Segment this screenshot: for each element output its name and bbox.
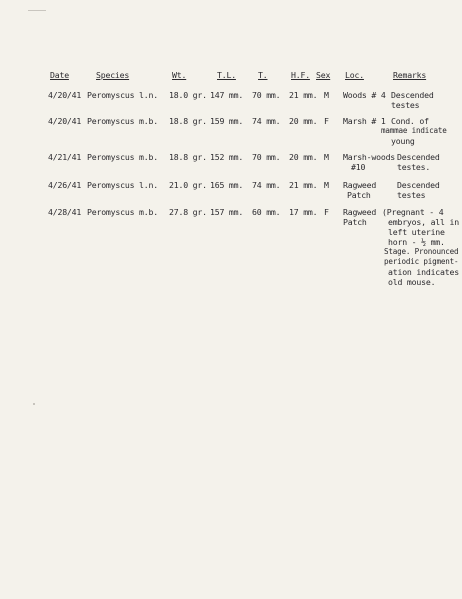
row-3-sex: M — [324, 152, 329, 162]
header-loc: Loc. — [345, 70, 364, 80]
row-5-remarks-1: (Pregnant - 4 — [382, 207, 444, 217]
row-2-hf: 20 mm. — [289, 116, 318, 126]
row-5-loc-2: Patch — [343, 217, 367, 227]
row-3-t: 70 mm. — [252, 152, 281, 162]
header-tl: T.L. — [217, 70, 236, 80]
row-2-tl: 159 mm. — [210, 116, 244, 126]
row-5-sex: F — [324, 207, 329, 217]
row-5-remarks-4: horn - ½ mm. — [388, 237, 445, 247]
row-2-remarks-2: mammae indicate — [381, 126, 447, 135]
row-3-wt: 18.8 gr. — [169, 152, 207, 162]
row-1-sex: M — [324, 90, 329, 100]
row-1-species: Peromyscus l.n. — [87, 90, 158, 100]
row-5-remarks-5: Stage. Pronounced — [384, 247, 459, 256]
row-2-wt: 18.8 gr. — [169, 116, 207, 126]
row-1-remarks-2: testes — [391, 100, 420, 110]
row-5-wt: 27.8 gr. — [169, 207, 207, 217]
header-date: Date — [50, 70, 69, 80]
row-1-hf: 21 mm. — [289, 90, 318, 100]
row-5-remarks-6: periodic pigment- — [384, 257, 459, 266]
row-1-t: 70 mm. — [252, 90, 281, 100]
row-4-species: Peromyscus l.n. — [87, 180, 158, 190]
row-1-remarks-1: Descended — [391, 90, 434, 100]
row-2-loc: Marsh # 1 — [343, 116, 386, 126]
row-4-loc-2: Patch — [347, 190, 371, 200]
row-4-remarks-1: Descended — [397, 180, 440, 190]
row-3-remarks-2: testes. — [397, 162, 431, 172]
row-2-t: 74 mm. — [252, 116, 281, 126]
row-4-loc-1: Ragweed — [343, 180, 377, 190]
row-4-sex: M — [324, 180, 329, 190]
header-wt: Wt. — [172, 70, 187, 80]
row-1-date: 4/20/41 — [48, 90, 82, 100]
row-4-wt: 21.0 gr. — [169, 180, 207, 190]
row-5-t: 60 mm. — [252, 207, 281, 217]
row-4-t: 74 mm. — [252, 180, 281, 190]
row-3-date: 4/21/41 — [48, 152, 82, 162]
row-5-tl: 157 mm. — [210, 207, 244, 217]
row-2-remarks-3: young — [391, 136, 415, 146]
row-5-remarks-8: old mouse. — [388, 277, 436, 287]
row-3-remarks-1: Descended — [397, 152, 440, 162]
row-2-remarks-1: Cond. of — [391, 116, 429, 126]
row-1-loc: Woods # 4 — [343, 90, 386, 100]
row-4-hf: 21 mm. — [289, 180, 318, 190]
row-2-species: Peromyscus m.b. — [87, 116, 158, 126]
row-1-tl: 147 mm. — [210, 90, 244, 100]
row-3-loc-1: Marsh-woods — [343, 152, 396, 162]
header-sex: Sex — [316, 70, 331, 80]
header-hf: H.F. — [291, 70, 310, 80]
row-1-wt: 18.0 gr. — [169, 90, 207, 100]
row-5-species: Peromyscus m.b. — [87, 207, 158, 217]
paper-mark — [28, 10, 46, 11]
header-remarks: Remarks — [393, 70, 427, 80]
row-4-tl: 165 mm. — [210, 180, 244, 190]
row-3-tl: 152 mm. — [210, 152, 244, 162]
row-4-remarks-2: testes — [397, 190, 426, 200]
row-3-species: Peromyscus m.b. — [87, 152, 158, 162]
row-5-remarks-2: embryos, all in — [388, 217, 459, 227]
row-4-date: 4/26/41 — [48, 180, 82, 190]
row-3-hf: 20 mm. — [289, 152, 318, 162]
row-2-sex: F — [324, 116, 329, 126]
row-5-loc-1: Ragweed — [343, 207, 377, 217]
header-t: T. — [258, 70, 268, 80]
row-3-loc-2: #10 — [351, 162, 366, 172]
row-5-remarks-3: left uterine — [388, 227, 445, 237]
header-species: Species — [96, 70, 130, 80]
row-5-date: 4/28/41 — [48, 207, 82, 217]
row-5-hf: 17 mm. — [289, 207, 318, 217]
paper-speck — [33, 403, 35, 405]
row-5-remarks-7: ation indicates — [388, 267, 459, 277]
row-2-date: 4/20/41 — [48, 116, 82, 126]
